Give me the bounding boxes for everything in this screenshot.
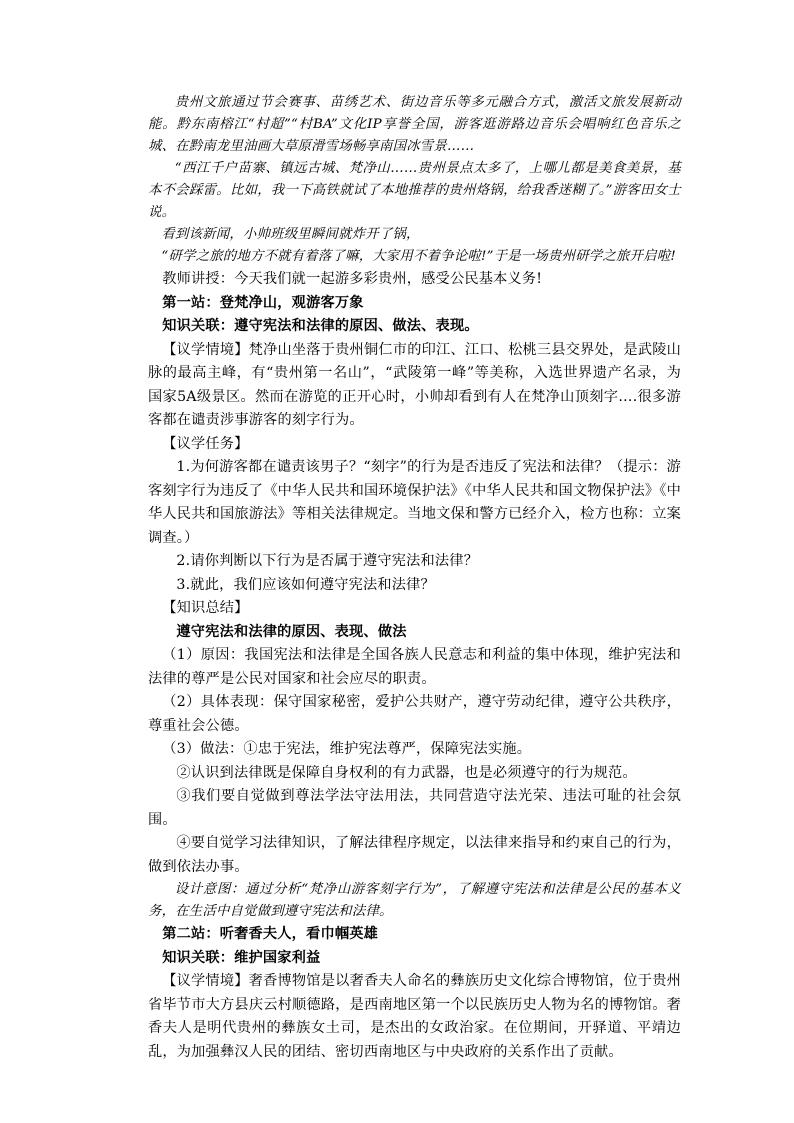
design-intent: 设计意图：通过分析“梵净山游客刻字行为”，了解遵守宪法和法律是公民的基本义务，在生活中自觉做到遵守宪法和法律。 [148, 882, 681, 919]
station-two-heading: 第二站：听奢香夫人，看巾帼英雄 [162, 926, 379, 942]
task-question-3: 3.就此，我们应该如何遵守宪法和法律？ [176, 576, 435, 593]
summary-heading: 【知识总结】 [162, 600, 249, 616]
tourist-quote: “西江千户苗寨、镇远古城、梵净山……贵州景点太多了，上哪儿都是美食美景，基本不会踩雷。比如，我一下高铁就试了本地推荐的贵州烙锅，给我香迷糊了。”游客田女士说。 [148, 161, 681, 220]
summary-method-2: ②认识到法律既是保障自身权利的有力武器，也是必须遵守的行为规范。 [176, 764, 637, 781]
summary-performance: （2）具体表现：保守国家秘密，爱护公共财产，遵守劳动纪律，遵守公共秩序，尊重社会公德。 [148, 694, 681, 734]
task-question-2: 2.请你判断以下行为是否属于遵守宪法和法律？ [176, 553, 479, 569]
station-one-heading: 第一站：登梵净山，观游客万象 [162, 294, 364, 311]
task-heading: 【议学任务】 [162, 435, 249, 452]
class-reaction: 看到该新闻，小帅班级里瞬间就炸开了锅， [161, 227, 420, 242]
scenario-one: 【议学情境】梵净山坐落于贵州铜仁市的印江、江口、松桃三县交界处，是武陵山脉的最高主峰，有“贵州第一名山”，“武陵第一峰”等美称，入选世界遗产名录，为国家5A级景区。然而在游览的正开心时，小帅却看到有人在梵净山顶刻字….很多游客都在谴责涉事游客的刻字行为。 [148, 341, 681, 428]
scenario-two: 【议学情境】奢香博物馆是以奢香夫人命名的彝族历史文化综合博物馆，位于贵州省毕节市大方县庆云村顺德路，是西南地区第一个以民族历史人物为名的博物馆。奢香夫人是明代贵州的彝族女土司，是杰出的女政治家。在位期间，开驿道、平靖边乱，为加强彝汉人民的团结、密切西南地区与中央政府的关系作出了贡献。 [148, 973, 681, 1060]
summary-method-3: ③我们要自觉做到尊法学法守法用法，共同营造守法光荣、违法可耻的社会氛围。 [148, 788, 681, 828]
summary-reason: （1）原因：我国宪法和法律是全国各族人民意志和利益的集中体现，维护宪法和法律的尊严是公民对国家和社会应尽的职责。 [148, 647, 681, 687]
teacher-intro: 教师讲授：今天我们就一起游多彩贵州，感受公民基本义务! [162, 271, 543, 287]
news-paragraph: 贵州文旅通过节会赛事、苗绣艺术、街边音乐等多元融合方式，激活文旅发展新动能。黔东南榕江“村超”“村BA”文化IP享誉全国，游客逛游路边音乐会唱响红色音乐之城、在黔南龙里油画大草原滑雪场畅享南国冰雪景…… [148, 95, 681, 154]
summary-method-1: （3）做法：①忠于宪法，维护宪法尊严，保障宪法实施。 [162, 741, 532, 757]
study-trip-start: “研学之旅的地方不就有着落了嘛，大家用不着争论啦!”于是一场贵州研学之旅开启啦! [161, 249, 676, 264]
summary-method-4: ④要自觉学习法律知识，了解法律程序规定，以法律来指导和约束自己的行为，做到依法办事。 [148, 835, 681, 875]
knowledge-link-one: 知识关联：遵守宪法和法律的原因、做法、表现。 [162, 318, 479, 334]
task-question-1: 1.为何游客都在谴责该男子？“刻字”的行为是否违反了宪法和法律？（提示：游客刻字行为违反了《中华人民共和国环境保护法》《中华人民共和国文物保护法》《中华人民共和国旅游法》等相关法律规定。当地文保和警方已经介入，检方也称：立案调查。） [148, 459, 681, 546]
summary-title: 遵守宪法和法律的原因、表现、做法 [176, 623, 407, 640]
knowledge-link-two: 知识关联：维护国家利益 [162, 949, 321, 966]
